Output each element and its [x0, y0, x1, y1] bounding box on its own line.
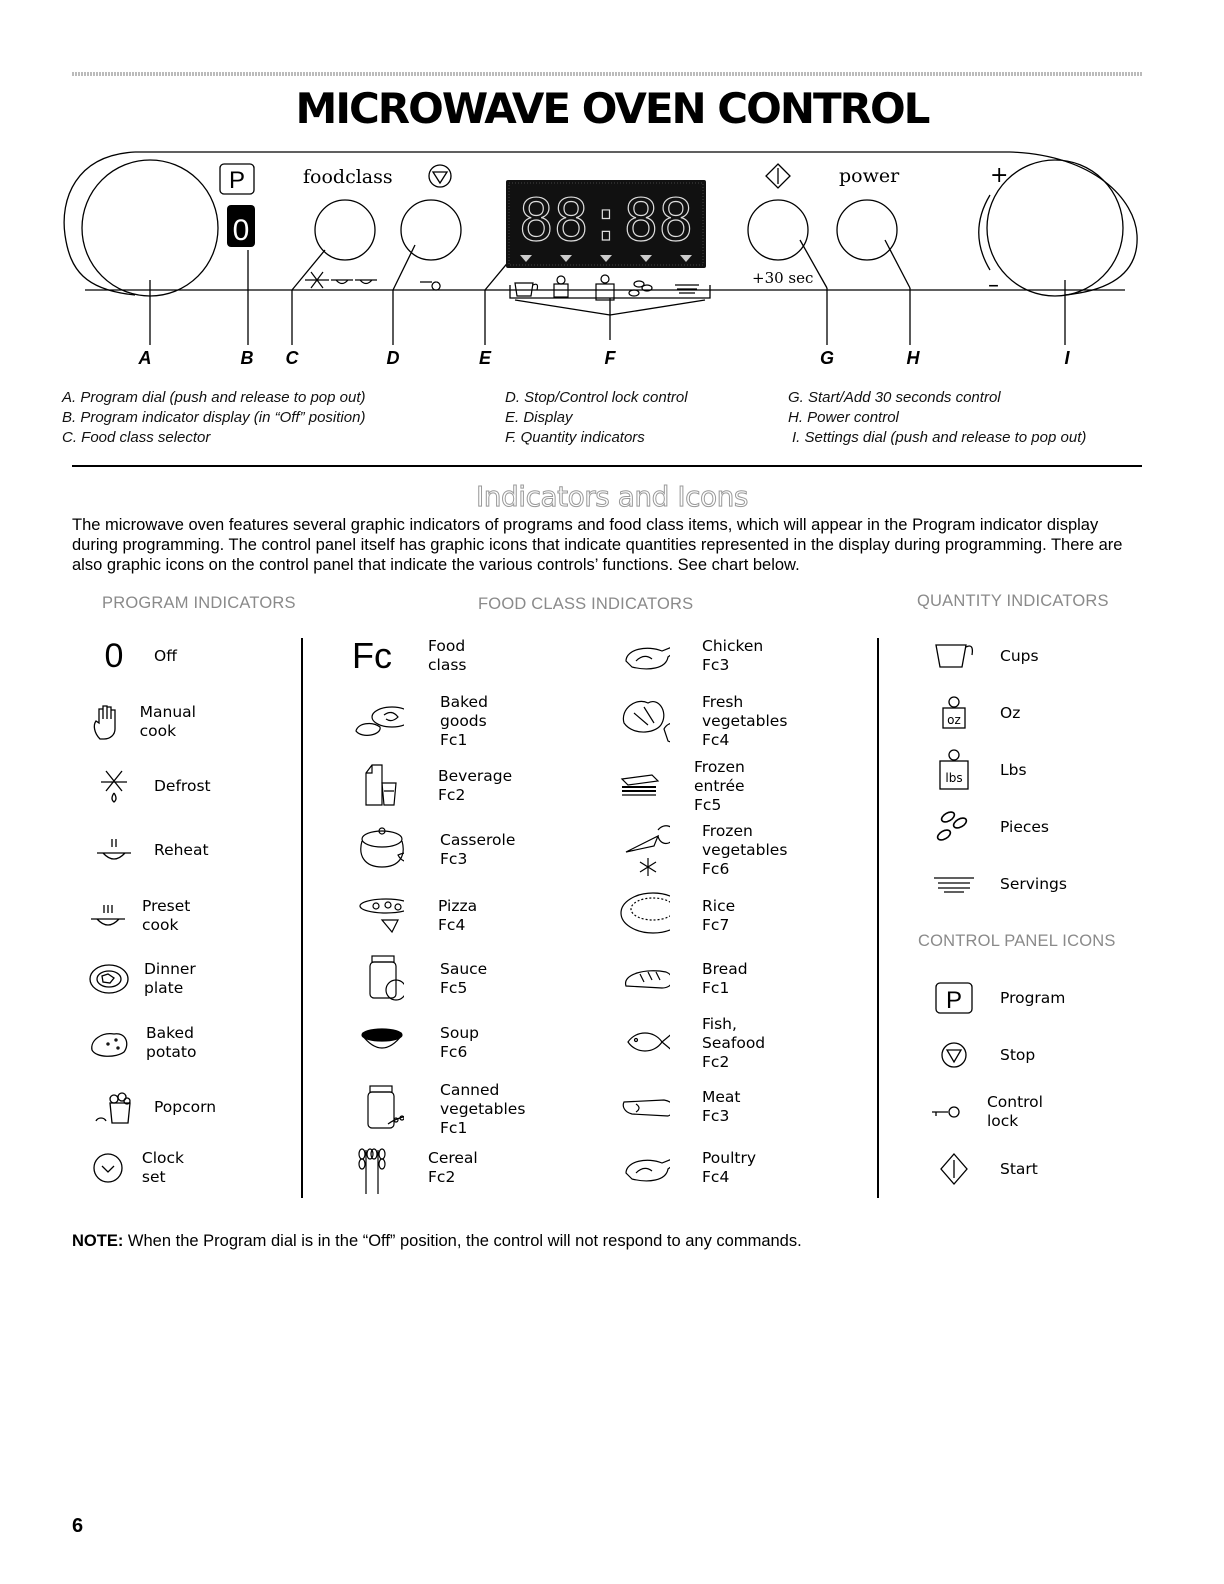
- food-item-food-class: Fc Food class: [352, 635, 467, 676]
- dinner-plate-icon: [88, 959, 130, 999]
- meat-icon: [618, 1087, 670, 1127]
- control-item-control-lock: Control lock: [928, 1092, 1056, 1132]
- rice-icon: [618, 896, 670, 936]
- program-indicator-value: 0: [232, 214, 250, 247]
- control-lock-icon: [928, 1092, 967, 1132]
- defrost-icon: [88, 766, 140, 806]
- poultry-icon: [618, 1148, 670, 1188]
- control-item-start: Start: [928, 1149, 1038, 1189]
- food-item-soup: Soup Fc6: [352, 1023, 479, 1063]
- food-item-poultry: Poultry Fc4: [618, 1148, 756, 1188]
- food-item-canned-vegetables: Canned vegetables Fc1: [352, 1089, 525, 1129]
- food-item-chicken: Chicken Fc3: [618, 636, 763, 676]
- plus-label: +: [990, 163, 1009, 188]
- soup-icon: [352, 1023, 404, 1063]
- food-item-casserole: Casserole Fc3: [352, 830, 515, 870]
- popcorn-icon: [88, 1087, 140, 1127]
- food-item-pizza: Pizza Fc4: [352, 896, 477, 936]
- page-number: 6: [72, 1515, 84, 1537]
- section-divider: [72, 465, 1142, 467]
- program-item-defrost: Defrost: [88, 766, 211, 806]
- foodclass-label: foodclass: [303, 166, 393, 188]
- beverage-icon: [352, 766, 402, 806]
- program-icon: [928, 978, 980, 1018]
- food-item-bread: Bread Fc1: [618, 959, 748, 999]
- quantity-item-servings: Servings: [928, 864, 1067, 904]
- clock-icon: [88, 1148, 128, 1188]
- food-item-frozen-vegetables: Frozen vegetables Fc6: [618, 830, 787, 870]
- fc-icon: Fc: [352, 635, 392, 676]
- baked-goods-icon: [352, 701, 404, 741]
- legend-col-2: D. Stop/Control lock control E. Display F. Quantity indicators: [505, 389, 688, 446]
- quantity-item-pieces: Pieces: [928, 807, 1049, 847]
- cup-icon: [928, 636, 980, 676]
- program-item-clock-set: Clock set: [88, 1148, 196, 1188]
- page-title: MICROWAVE OVEN CONTROL: [295, 84, 929, 133]
- bread-icon: [618, 959, 670, 999]
- power-control[interactable]: [837, 200, 897, 260]
- legend-col-1: A. Program dial (push and release to pop out) B. Program indicator display (in “Off” position) C. Food class selector: [62, 389, 366, 446]
- reheat-icon: [88, 830, 140, 870]
- intro-paragraph: The microwave oven features several graphic indicators of programs and food class items, which will appear in the Program indicator display during programming. The control panel itself has graphic icons that indicate quantities represented in the display during programming. There are also graphic icons on the control panel that indicate the various controls’ functions. See chart below.: [72, 516, 1123, 574]
- food-item-fish-seafood: Fish, Seafood Fc2: [618, 1023, 765, 1063]
- display-digits: 88:88: [518, 186, 694, 254]
- fresh-vegetables-icon: [618, 701, 670, 741]
- program-item-dinner-plate: Dinner plate: [88, 959, 206, 999]
- food-item-sauce: Sauce Fc5: [352, 959, 487, 999]
- control-panel-icons-header: CONTROL PANEL ICONS: [918, 932, 1116, 950]
- food-item-fresh-vegetables: Fresh vegetables Fc4: [618, 701, 787, 741]
- baked-potato-icon: [88, 1023, 132, 1063]
- program-item-off: 0 Off: [88, 636, 177, 676]
- frozen-vegetables-icon: [618, 830, 670, 870]
- food-item-rice: Rice Fc7: [618, 896, 735, 936]
- hand-icon: [88, 702, 126, 742]
- quantity-indicators-header: QUANTITY INDICATORS: [917, 592, 1109, 610]
- callout-c: C: [285, 348, 299, 368]
- add-30-sec-label: +30 sec: [752, 269, 814, 287]
- control-item-stop: Stop: [928, 1035, 1035, 1075]
- food-item-frozen-entree: Frozen entrée Fc5: [618, 766, 753, 806]
- program-dial[interactable]: [82, 160, 218, 296]
- lbs-weight-icon: [928, 750, 980, 790]
- legend-col-3: G. Start/Add 30 seconds control H. Power control I. Settings dial (push and release to pop out): [788, 389, 1087, 446]
- casserole-icon: [352, 830, 404, 870]
- column-divider: [877, 638, 879, 1198]
- servings-icon: [928, 864, 980, 904]
- stop-control[interactable]: [401, 200, 461, 260]
- callout-i: I: [1064, 348, 1070, 368]
- preset-cook-icon: [88, 896, 128, 936]
- power-label: power: [839, 165, 900, 187]
- pizza-icon: [352, 896, 404, 936]
- svg-text:lbs: lbs: [945, 771, 963, 785]
- start-icon: [928, 1149, 980, 1189]
- callout-f: F: [604, 348, 616, 368]
- svg-text:P: P: [945, 987, 963, 1014]
- callout-g: G: [819, 348, 835, 368]
- callout-e: E: [478, 348, 492, 368]
- sauce-icon: [352, 959, 404, 999]
- top-rule: [72, 72, 1142, 76]
- program-key-glyph: P: [228, 167, 246, 194]
- canned-vegetables-icon: [352, 1089, 404, 1129]
- pieces-icon: [928, 807, 980, 847]
- food-item-beverage: Beverage Fc2: [352, 766, 514, 806]
- minus-label: –: [988, 273, 999, 298]
- column-divider: [301, 638, 303, 1198]
- chicken-icon: [618, 636, 670, 676]
- callout-h: H: [906, 348, 920, 368]
- frozen-entree-icon: [618, 766, 662, 806]
- quantity-item-lbs: lbs Lbs: [928, 750, 1027, 790]
- food-class-indicators-header: FOOD CLASS INDICATORS: [478, 595, 694, 613]
- control-item-program: P Program: [928, 978, 1065, 1018]
- callout-b: B: [240, 348, 254, 368]
- program-item-baked-potato: Baked potato: [88, 1023, 204, 1063]
- food-item-cereal: Cereal Fc2: [352, 1148, 490, 1188]
- program-indicators-header: PROGRAM INDICATORS: [102, 594, 296, 612]
- cereal-icon: [352, 1148, 392, 1188]
- stop-icon: [928, 1035, 980, 1075]
- start-control[interactable]: [748, 200, 808, 260]
- svg-text:oz: oz: [947, 713, 961, 727]
- section-subtitle: Indicators and Icons: [476, 480, 748, 513]
- note-text: NOTE: When the Program dial is in the “Off” position, the control will not respond to any commands.: [72, 1232, 802, 1250]
- food-item-meat: Meat Fc3: [618, 1087, 741, 1127]
- fish-icon: [618, 1023, 670, 1063]
- callout-a: A: [138, 348, 152, 368]
- food-item-baked-goods: Baked goods Fc1: [352, 701, 488, 741]
- callout-d: D: [386, 348, 400, 368]
- program-item-popcorn: Popcorn: [88, 1087, 216, 1127]
- program-item-manual-cook: Manual cook: [88, 702, 210, 742]
- program-item-preset-cook: Preset cook: [88, 896, 202, 936]
- control-panel-diagram: [55, 140, 1155, 370]
- zero-icon: 0: [104, 636, 124, 675]
- quantity-item-cups: Cups: [928, 636, 1039, 676]
- quantity-item-oz: oz Oz: [928, 693, 1020, 733]
- oz-weight-icon: [928, 693, 980, 733]
- program-item-reheat: Reheat: [88, 830, 209, 870]
